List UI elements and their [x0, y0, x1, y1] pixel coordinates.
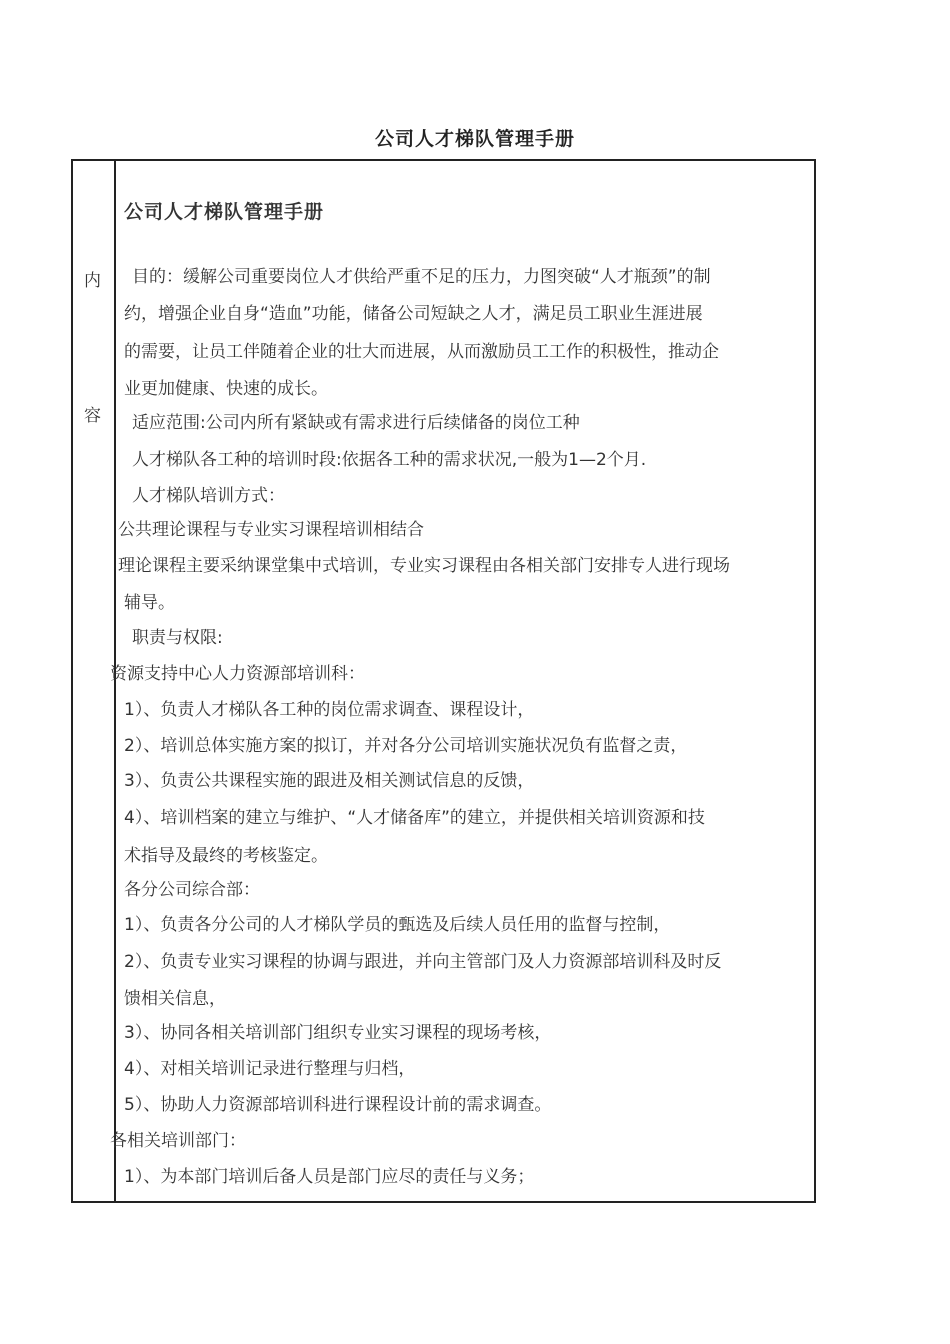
text-line: 4）、培训档案的建立与维护、“人才储备库”的建立，并提供相关培训资源和技 — [124, 808, 705, 828]
text-line: 的需要，让员工伴随着企业的壮大而进展，从而激励员工工作的积极性，推动企 — [124, 342, 719, 362]
text-line: 理论课程主要采纳课堂集中式培训，专业实习课程由各相关部门安排专人进行现场 — [118, 556, 730, 576]
text-line: 1）、为本部门培训后备人员是部门应尽的责任与义务； — [124, 1167, 535, 1187]
text-line: 人才梯队培训方式： — [132, 486, 285, 506]
text-line: 辅导。 — [124, 593, 175, 613]
text-line: 2）、培训总体实施方案的拟订，并对各分公司培训实施状况负有监督之责， — [124, 736, 688, 756]
text-line: 术指导及最终的考核鉴定。 — [124, 846, 328, 866]
side-label-char-2: 容 — [84, 406, 101, 426]
text-line: 适应范围:公司内所有紧缺或有需求进行后续储备的岗位工种 — [132, 413, 580, 433]
text-line: 3）、协同各相关培训部门组织专业实习课程的现场考核， — [124, 1023, 552, 1043]
text-line: 资源支持中心人力资源部培训科： — [110, 664, 365, 684]
text-line: 2）、负责专业实习课程的协调与跟进，并向主管部门及人力资源部培训科及时反 — [124, 952, 722, 972]
text-line: 1）、负责各分公司的人才梯队学员的甄选及后续人员任用的监督与控制， — [124, 915, 671, 935]
text-line: 馈相关信息， — [124, 989, 226, 1009]
text-line: 各相关培训部门： — [110, 1131, 246, 1151]
text-line: 5）、协助人力资源部培训科进行课程设计前的需求调查。 — [124, 1095, 552, 1115]
text-line: 公共理论课程与专业实习课程培训相结合 — [118, 520, 424, 540]
text-line: 各分公司综合部： — [124, 880, 260, 900]
side-label-char-1: 内 — [84, 271, 101, 291]
text-line: 业更加健康、快速的成长。 — [124, 379, 328, 399]
text-line: 3）、负责公共课程实施的跟进及相关测试信息的反馈， — [124, 771, 535, 791]
text-line: 职责与权限: — [132, 628, 223, 648]
document-heading: 公司人才梯队管理手册 — [124, 201, 325, 223]
text-line: 目的：缓解公司重要岗位人才供给严重不足的压力，力图突破“人才瓶颈”的制 — [132, 267, 711, 287]
text-line: 1）、负责人才梯队各工种的岗位需求调查、课程设计， — [124, 700, 535, 720]
text-line: 人才梯队各工种的培训时段:依据各工种的需求状况,一般为1—2个月. — [132, 450, 647, 470]
text-line: 4）、对相关培训记录进行整理与归档， — [124, 1059, 416, 1079]
page-title: 公司人才梯队管理手册 — [374, 128, 575, 150]
text-line: 约，增强企业自身“造血”功能，储备公司短缺之人才，满足员工职业生涯进展 — [124, 304, 703, 324]
